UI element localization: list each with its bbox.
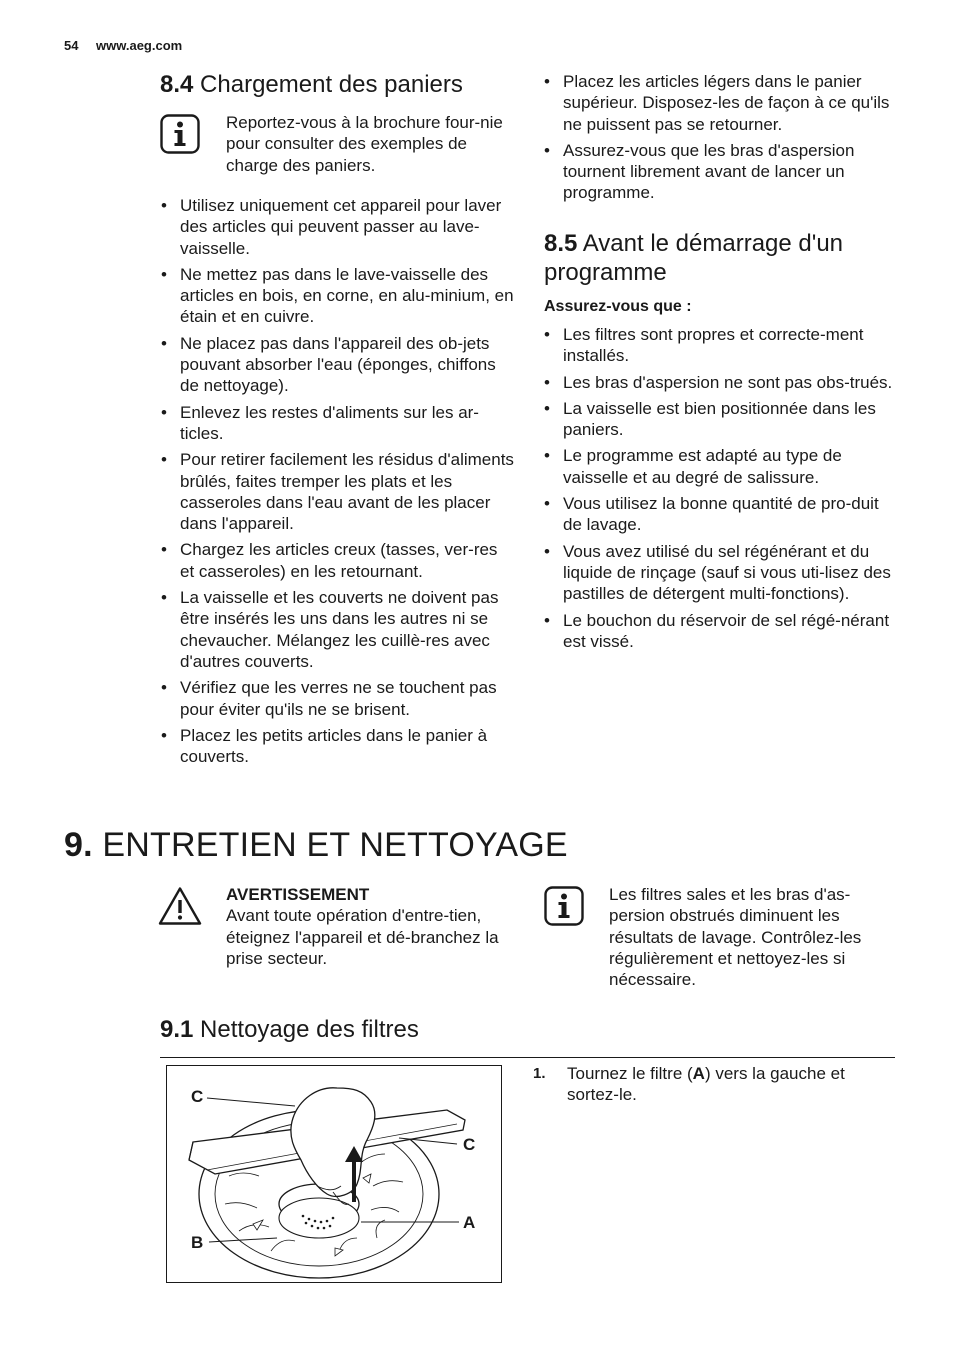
list-item: • La vaisselle est bien positionnée dans les paniers.	[544, 398, 899, 441]
list-item: • Placez les articles légers dans le panier supérieur. Disposez-les de façon à ce qu'ils ne puissent pas se retourner.	[544, 71, 899, 135]
list-item: • Vous utilisez la bonne quantité de pro-duit de lavage.	[544, 493, 899, 536]
label-c-top: C	[191, 1087, 204, 1106]
warning-heading: AVERTISSEMENT	[226, 885, 370, 904]
list-item: • Ne mettez pas dans le lave-vaisselle des articles en bois, en corne, en alu-minium, en étain et en cuivre.	[161, 264, 516, 328]
list-item: • Le bouchon du réservoir de sel régé-nérant est vissé.	[544, 610, 899, 653]
section-number: 8.5	[544, 230, 578, 257]
section-number: 8.4	[160, 71, 194, 98]
list-item: • Enlevez les restes d'aliments sur les ar-ticles.	[161, 402, 516, 445]
list-item: • Placez les petits articles dans le panier à couverts.	[161, 725, 516, 768]
filter-drawing	[167, 1066, 501, 1282]
section-title-text: Nettoyage des filtres	[200, 1016, 419, 1043]
info-note-9: Les filtres sales et les bras d'as-persion obstrués diminuent les résultats de lavage. Contrôlez-les régulièrement et nettoyez-les si nécessaire.	[609, 885, 862, 990]
step-number: 1.	[533, 1065, 546, 1082]
warning-text: Avant toute opération d'entre-tien, éteignez l'appareil et dé-branchez la prise secteur.	[226, 906, 499, 968]
bullet-list-8-5	[544, 324, 899, 657]
step-text-bold: A	[692, 1064, 705, 1083]
info-note-8-4: Reportez-vous à la brochure four-nie pour consulter des exemples de charge des paniers.	[226, 113, 503, 175]
info-icon	[544, 886, 584, 926]
list-item: • Pour retirer facilement les résidus d'aliments brûlés, faites tremper les plats et les casseroles dans l'eau avant de les placer dans l'appareil.	[161, 449, 516, 534]
label-a: A	[463, 1213, 476, 1232]
section-divider	[160, 1057, 895, 1058]
website-link[interactable]: www.aeg.com	[96, 38, 183, 53]
section-8-5-title	[544, 229, 904, 287]
section-number: 9.1	[160, 1016, 194, 1043]
list-item: • Le programme est adapté au type de vaisselle et au degré de salissure.	[544, 445, 899, 488]
list-item: • Chargez les articles creux (tasses, ver-res et casseroles) en les retournant.	[161, 539, 516, 582]
chapter-number: 9.	[64, 826, 93, 864]
section-9-1-title	[160, 1015, 419, 1044]
section-title-text: Chargement des paniers	[200, 71, 463, 98]
warning-triangle-icon	[158, 886, 202, 926]
page-number: 54	[64, 38, 79, 53]
filter-illustration	[166, 1065, 502, 1283]
list-item: • La vaisselle et les couverts ne doivent pas être insérés les uns dans les autres ni se chevaucher. Mélangez les cuillè-res avec d'autres couverts.	[161, 587, 516, 672]
label-b: B	[191, 1233, 204, 1252]
warning-note	[226, 884, 511, 969]
step-text	[567, 1063, 887, 1106]
bullet-list-8-4-continued	[544, 71, 899, 209]
step-text-before: Tournez le filtre (	[567, 1064, 693, 1083]
label-c-right: C	[463, 1135, 476, 1154]
section-title-line1: Avant le démarrage d'un	[582, 230, 844, 257]
list-item: • Utilisez uniquement cet appareil pour laver des articles qui peuvent passer au lave-vaisselle.	[161, 195, 516, 259]
list-item: • Assurez-vous que les bras d'aspersion tournent librement avant de lancer un programme.	[544, 140, 899, 204]
section-8-4-title	[160, 70, 463, 99]
step-text-after: ) vers la gauche et sortez-le.	[567, 1064, 845, 1105]
subheading: Assurez-vous que :	[544, 298, 692, 315]
bullet-list-8-4	[161, 195, 516, 772]
chapter-title-text: ENTRETIEN ET NETTOYAGE	[102, 826, 568, 864]
list-item: • Les bras d'aspersion ne sont pas obs-trués.	[544, 372, 899, 393]
section-title-line2: programme	[544, 259, 667, 286]
list-item: • Vérifiez que les verres ne se touchent pas pour éviter qu'ils ne se brisent.	[161, 677, 516, 720]
info-icon	[160, 114, 200, 154]
step-1	[533, 1063, 895, 1107]
chapter-9-title	[64, 826, 568, 865]
list-item: • Ne placez pas dans l'appareil des ob-jets pouvant absorber l'eau (éponges, chiffons de nettoyage).	[161, 333, 516, 397]
list-item: • Les filtres sont propres et correcte-ment installés.	[544, 324, 899, 367]
list-item: • Vous avez utilisé du sel régénérant et du liquide de rinçage (sauf si vous uti-lisez des pastilles de détergent multi-fonctions).	[544, 541, 899, 605]
